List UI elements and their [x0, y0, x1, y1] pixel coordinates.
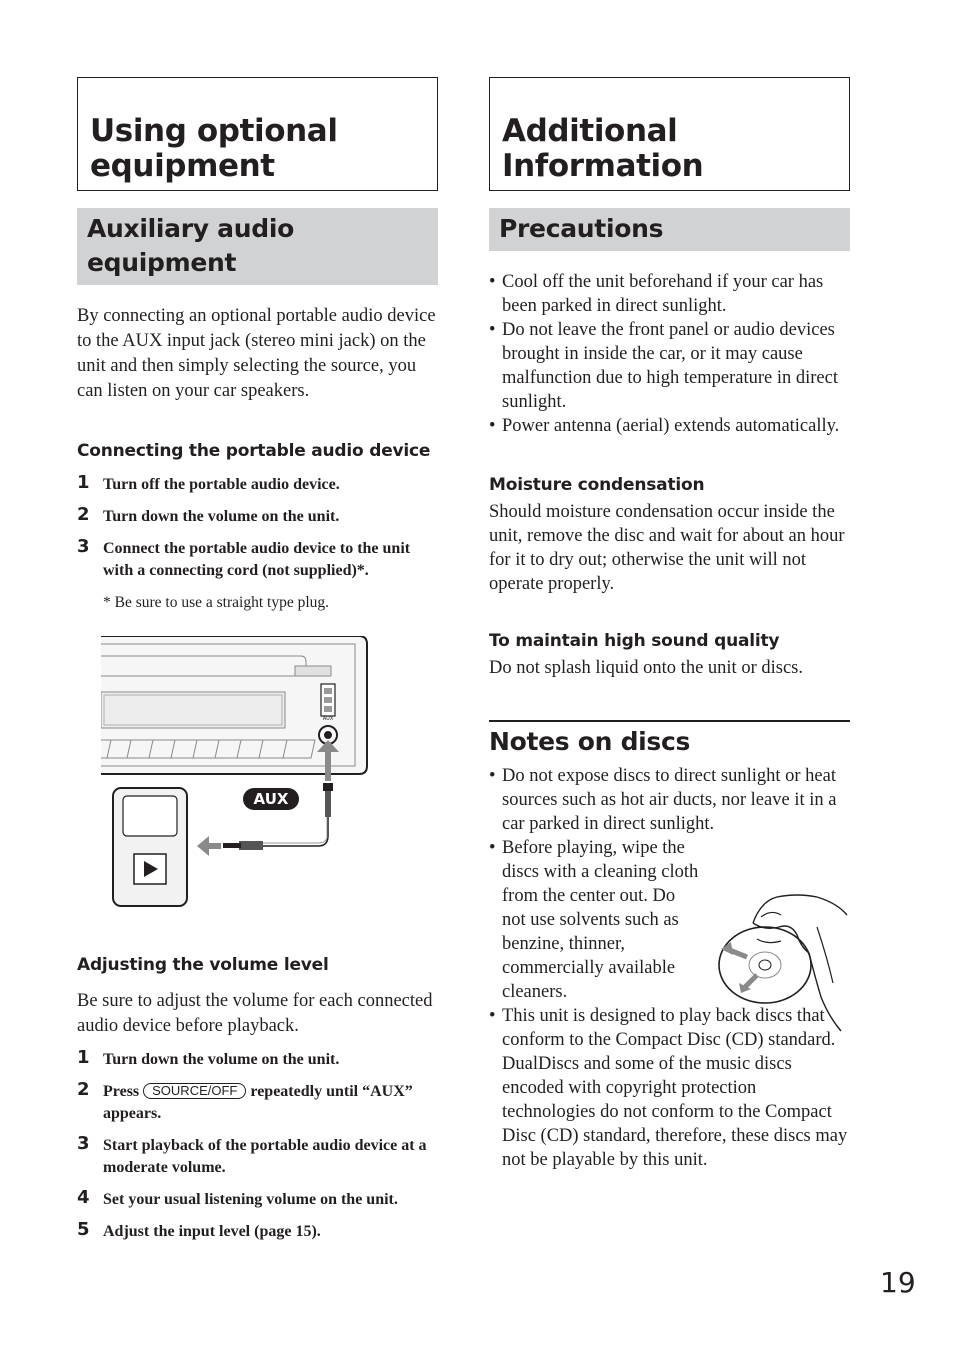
chapter-title: Additional Information	[502, 113, 704, 184]
source-off-button: SOURCE/OFF	[143, 1083, 246, 1099]
list-item: • This unit is designed to play back discs that conform to the Compact Disc (CD) standard. DualDiscs and some of the music discs encoded with copyright protection technologies do not conform to the Compact Disc (CD) standard, therefore, these discs may not be playable by this unit.	[489, 1004, 850, 1172]
list-item: • Do not leave the front panel or audio devices brought in inside the car, or it may cause malfunction due to high temperature in direct sunlight.	[489, 318, 850, 414]
list-item: • Do not expose discs to direct sunlight or heat sources such as hot air ducts, nor leave it in a car parked in direct sunlight.	[489, 764, 850, 836]
step-item: 3 Start playback of the portable audio device at a moderate volume.	[77, 1133, 427, 1176]
section-bar	[77, 208, 438, 285]
discs-heading: Notes on discs	[489, 727, 691, 756]
moisture-text: Should moisture condensation occur inside the unit, remove the disc and wait for about an hour for it to dry out; otherwise the unit will not operate properly.	[489, 502, 845, 594]
connection-diagram	[101, 636, 371, 916]
connect-steps	[77, 474, 438, 582]
precautions-list	[489, 270, 850, 438]
aux-badge: AUX	[253, 790, 289, 808]
volume-heading: Adjusting the volume level	[77, 955, 329, 975]
connect-heading: Connecting the portable audio device	[77, 441, 431, 461]
aux-jack-label: AUX	[322, 716, 334, 722]
step-item: 1 Turn off the portable audio device.	[77, 472, 340, 493]
volume-steps	[77, 1049, 438, 1243]
step-item: 4 Set your usual listening volume on the unit.	[77, 1187, 398, 1208]
list-item: • Before playing, wipe the discs with a cleaning cloth from the center out. Do not use solvents such as benzine, thinner, commercially available cleaners.	[489, 836, 850, 1004]
quality-heading: To maintain high sound quality	[489, 631, 780, 651]
step-item: 2 Turn down the volume on the unit.	[77, 504, 340, 525]
page-number: 19	[880, 1266, 916, 1299]
footnote: * Be sure to use a straight type plug.	[103, 594, 329, 611]
quality-text: Do not splash liquid onto the unit or discs.	[489, 658, 803, 678]
divider	[489, 720, 850, 722]
moisture-heading: Moisture condensation	[489, 475, 705, 495]
intro-paragraph: By connecting an optional portable audio device to the AUX input jack (stereo mini jack) on the unit and then simply selecting the source, you can listen on your car speakers.	[77, 306, 436, 401]
section-title: Precautions	[499, 214, 664, 243]
chapter-title-box	[77, 77, 438, 191]
step-item: 5 Adjust the input level (page 15).	[77, 1219, 321, 1240]
section-bar	[489, 208, 850, 251]
chapter-title-box	[489, 77, 850, 191]
list-item: • Power antenna (aerial) extends automatically.	[489, 414, 850, 438]
left-column	[77, 77, 438, 1253]
step-item: 3 Connect the portable audio device to the unit with a connecting cord (not supplied)*.	[77, 536, 411, 579]
section-title: Auxiliary audio equipment	[87, 214, 294, 277]
volume-intro: Be sure to adjust the volume for each connected audio device before playback.	[77, 991, 433, 1036]
step-item: 2 Press SOURCE/OFF repeatedly until “AUX” appears.	[77, 1079, 413, 1122]
list-item: • Cool off the unit beforehand if your car has been parked in direct sunlight.	[489, 270, 850, 318]
right-column	[489, 77, 850, 1172]
chapter-title: Using optional equipment	[90, 113, 338, 184]
connection-illustration	[101, 636, 371, 916]
disc-cleaning-illustration	[717, 887, 851, 1037]
step-item: 1 Turn down the volume on the unit.	[77, 1047, 340, 1068]
